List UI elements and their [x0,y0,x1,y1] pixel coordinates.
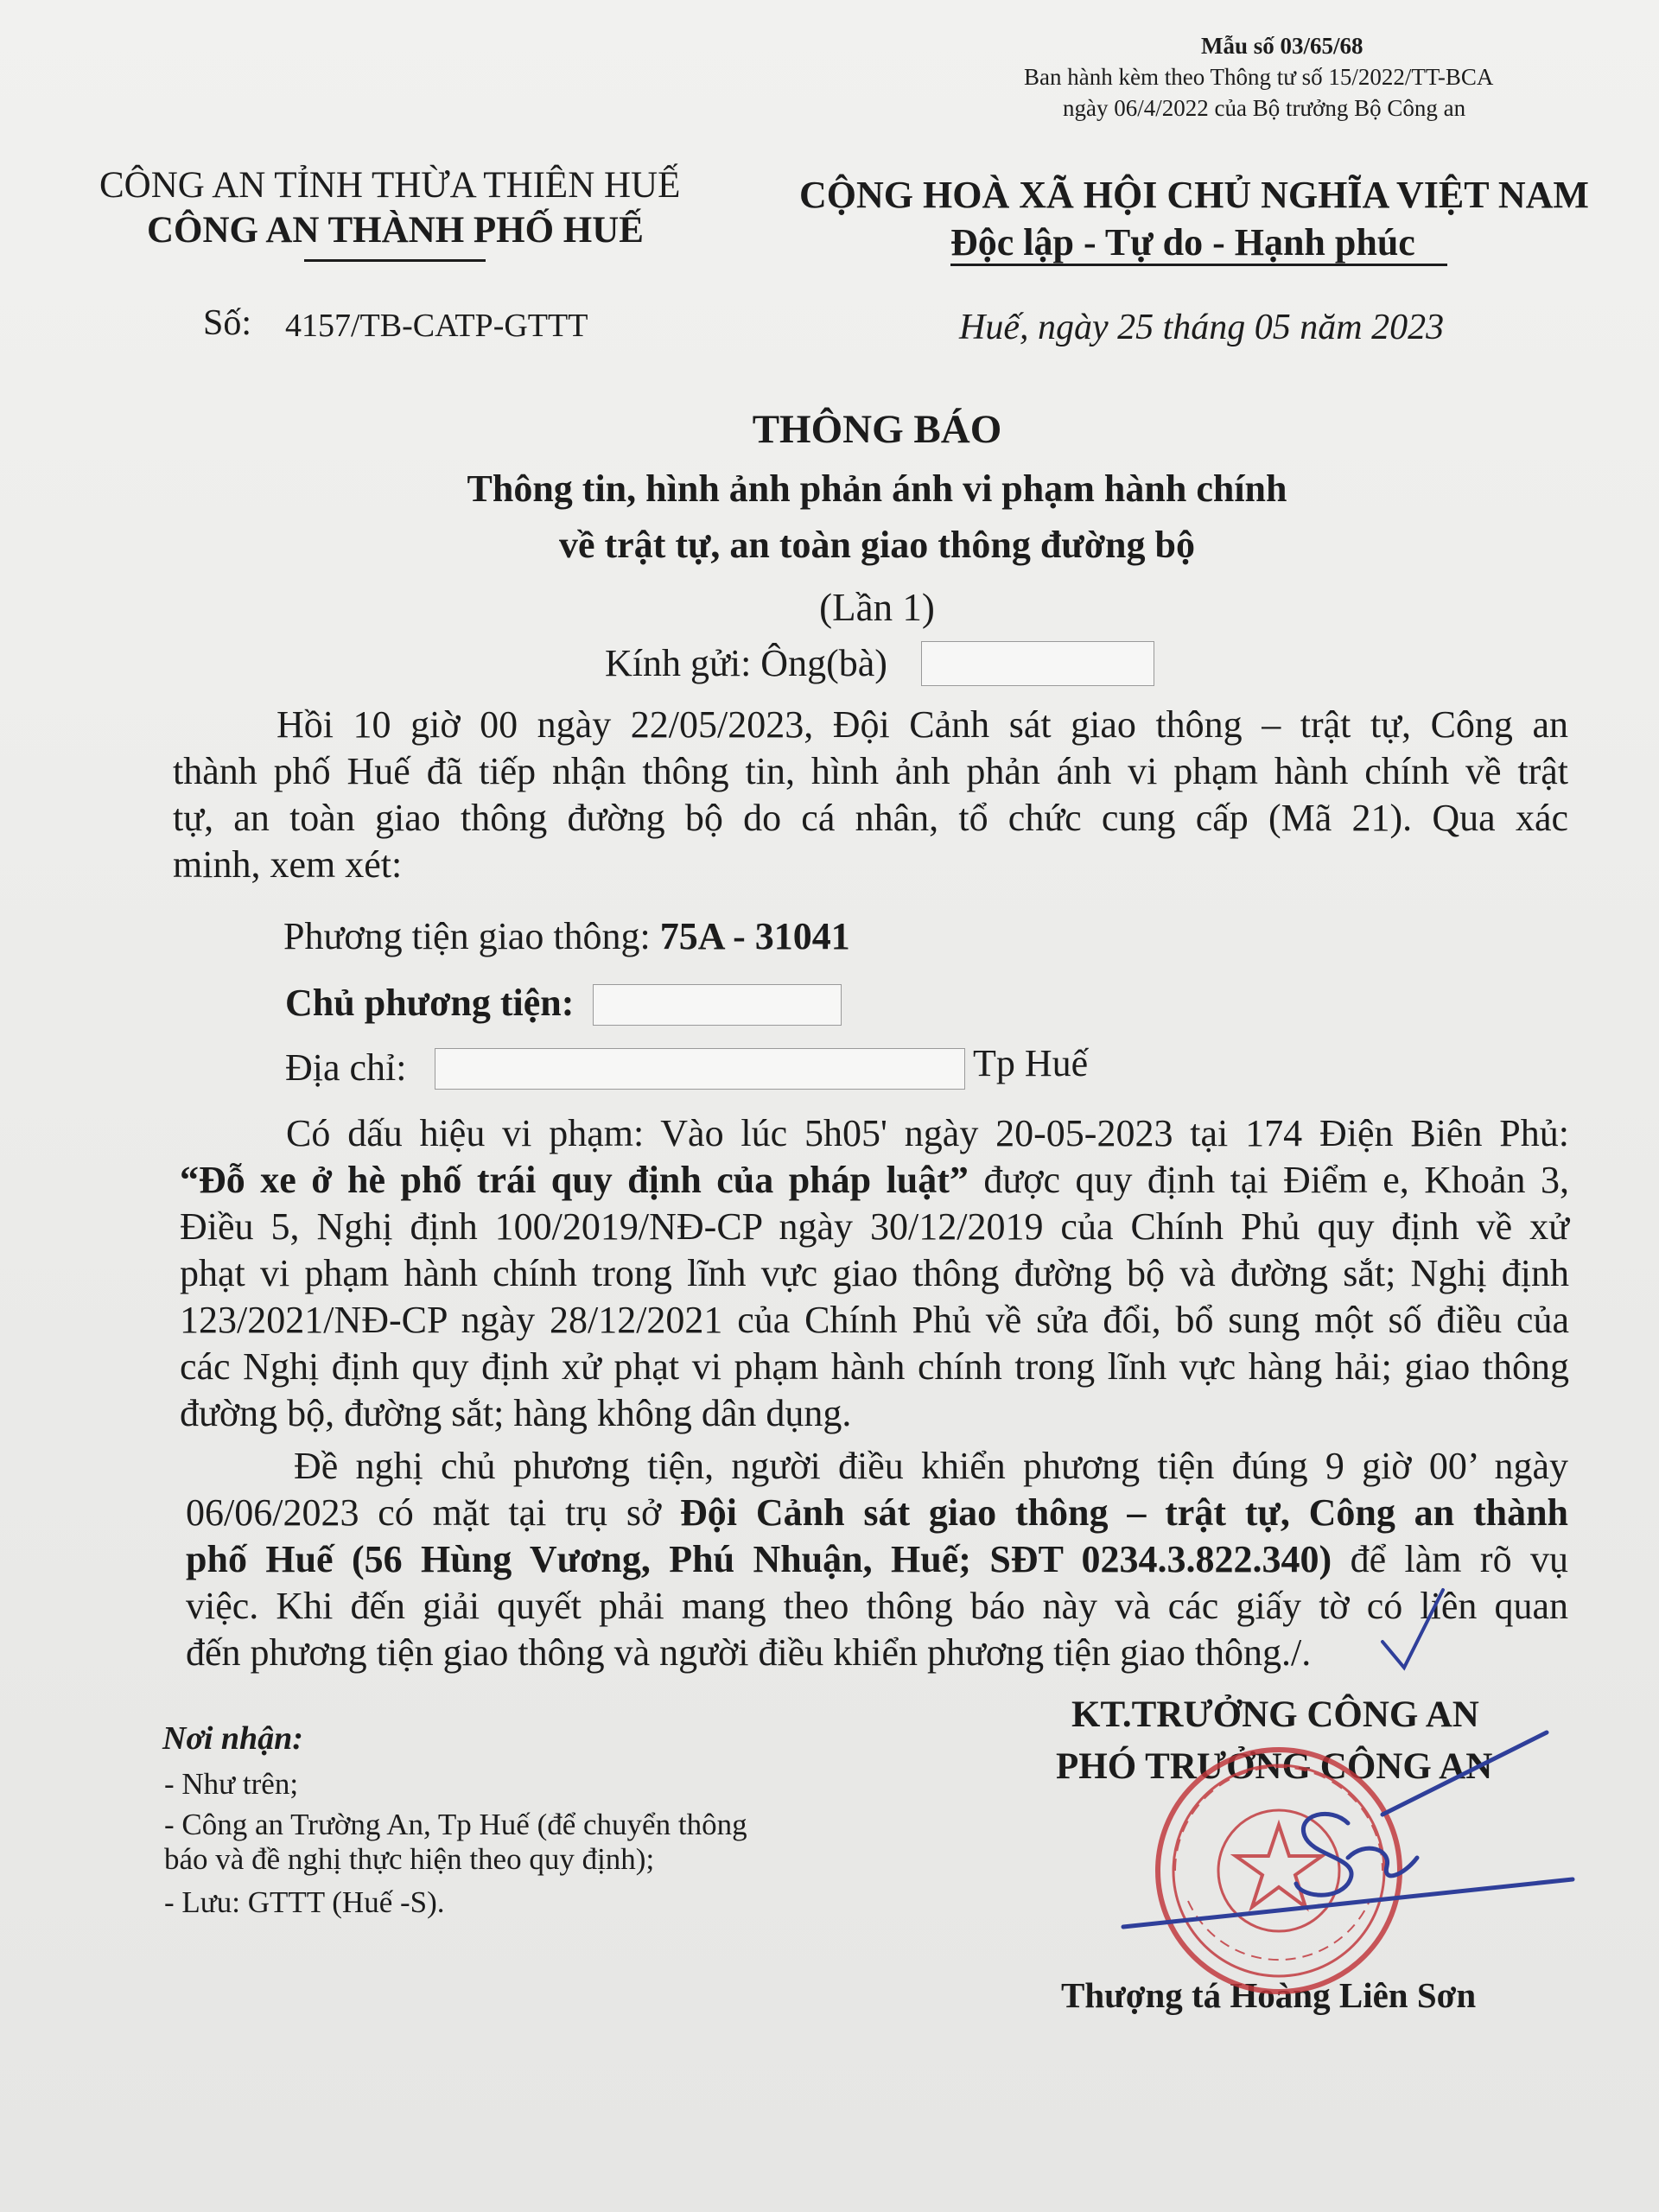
violation-reference: được quy định tại Điểm e, Khoản 3, [968,1159,1570,1201]
form-number: Mẫu số 03/65/68 [1201,33,1363,59]
place-date: Huế, ngày 25 tháng 05 năm 2023 [959,308,1445,347]
vehicle-field [283,914,850,958]
address-suffix: Tp Huế [973,1042,1089,1084]
form-issued-with: Ban hành kèm theo Thông tư số 15/2022/TT-BCA [1024,64,1494,90]
office-name: Đội Cảnh sát giao thông – trật tự, Công an thành [680,1491,1569,1534]
nation-heading: CỘNG HOÀ XÃ HỘI CHỦ NGHĨA VIỆT NAM [799,174,1589,216]
addressee-label: Kính gửi: Ông(bà) [605,642,887,684]
redacted-addressee [921,641,1154,686]
recipient-item: báo và đề nghị thực hiện theo quy định); [164,1842,655,1876]
recipients-heading: Nơi nhận: [162,1720,303,1757]
document-number-label: Số: [203,303,252,343]
address-label: Địa chỉ: [285,1046,407,1089]
violation-line [180,1157,1569,1204]
redacted-owner [593,984,842,1026]
form-issued-date: ngày 06/4/2022 của Bộ trưởng Bộ Công an [1063,95,1466,121]
document-number: 4157/TB-CATP-GTTT [285,308,588,344]
request-line: việc. Khi đến giải quyết phải mang theo thông báo này và các giấy tờ có liên quan [186,1585,1568,1627]
violation-paragraph [180,1110,1569,1437]
appointment-date: 06/06/2023 có mặt tại trụ sở [186,1491,681,1534]
signature-title-line-1: KT.TRƯỞNG CÔNG AN [1071,1694,1479,1735]
intro-paragraph [173,702,1568,888]
violation-line: Điều 5, Nghị định 100/2019/NĐ-CP ngày 30/12/2019 của Chính Phủ quy định về xử [180,1205,1569,1248]
document-title: THÔNG BÁO [752,407,1002,452]
violation-line: 123/2021/NĐ-CP ngày 28/12/2021 của Chính Phủ về sửa đổi, bổ sung một số điều của [180,1299,1569,1341]
intro-line: Hồi 10 giờ 00 ngày 22/05/2023, Đội Cảnh sát giao thông – trật tự, Công an [276,703,1568,746]
document-subtitle-line-1: Thông tin, hình ảnh phản ánh vi phạm hành chính [467,467,1287,510]
recipient-item: - Công an Trường An, Tp Huế (để chuyển thông [164,1808,747,1841]
request-line: Đề nghị chủ phương tiện, người điều khiển phương tiện đúng 9 giờ 00’ ngày [294,1445,1568,1487]
owner-label: Chủ phương tiện: [285,982,575,1024]
agency-name: CÔNG AN THÀNH PHỐ HUẾ [147,210,644,251]
signature-title-line-2: PHÓ TRƯỞNG CÔNG AN [1056,1746,1493,1787]
redacted-address [435,1048,965,1090]
request-line: đến phương tiện giao thông và người điều khiển phương tiện giao thông./. [186,1631,1312,1674]
address-field [285,1046,407,1090]
intro-line: thành phố Huế đã tiếp nhận thông tin, hình ảnh phản ánh vi phạm hành chính về trật [173,750,1568,792]
national-motto: Độc lập - Tự do - Hạnh phúc [950,221,1415,264]
recipient-item: - Như trên; [164,1767,299,1801]
violation-line: đường bộ, đường sắt; hàng không dân dụng. [180,1392,852,1434]
request-line [186,1490,1568,1536]
motto-underline [950,264,1447,266]
notice-round: (Lần 1) [819,586,935,629]
agency-underline [304,259,486,262]
owner-field [285,981,574,1025]
vehicle-label: Phương tiện giao thông: [283,915,651,957]
request-paragraph [186,1443,1568,1676]
violation-line: phạt vi phạm hành chính trong lĩnh vực giao thông đường bộ và đường sắt; Nghị định [180,1252,1569,1294]
violation-description: “Đỗ xe ở hè phố trái quy định của pháp luật” [180,1159,969,1201]
intro-line: tự, an toàn giao thông đường bộ do cá nhân, tổ chức cung cấp (Mã 21). Qua xác [173,797,1568,839]
signer-name: Thượng tá Hoàng Liên Sơn [1061,1975,1477,2015]
request-line: phố Huế (56 Hùng Vương, Phú Nhuận, Huế; SĐT 0234.3.822.340) để làm rõ vụ [186,1538,1568,1580]
violation-line: các Nghị định quy định xử phạt vi phạm hành chính trong lĩnh vực hàng hải; giao thông [180,1345,1569,1388]
parent-agency: CÔNG AN TỈNH THỪA THIÊN HUẾ [99,165,681,206]
office-address: phố Huế (56 Hùng Vương, Phú Nhuận, Huế; SĐT 0234.3.822.340) [186,1538,1332,1580]
intro-line: minh, xem xét: [173,843,403,886]
recipient-item: - Lưu: GTTT (Huế -S). [164,1885,445,1919]
document-subtitle-line-2: về trật tự, an toàn giao thông đường bộ [558,524,1195,566]
violation-line: Có dấu hiệu vi phạm: Vào lúc 5h05' ngày 20-05-2023 tại 174 Điện Biên Phủ: [286,1112,1569,1154]
vehicle-plate: 75A - 31041 [659,915,850,957]
